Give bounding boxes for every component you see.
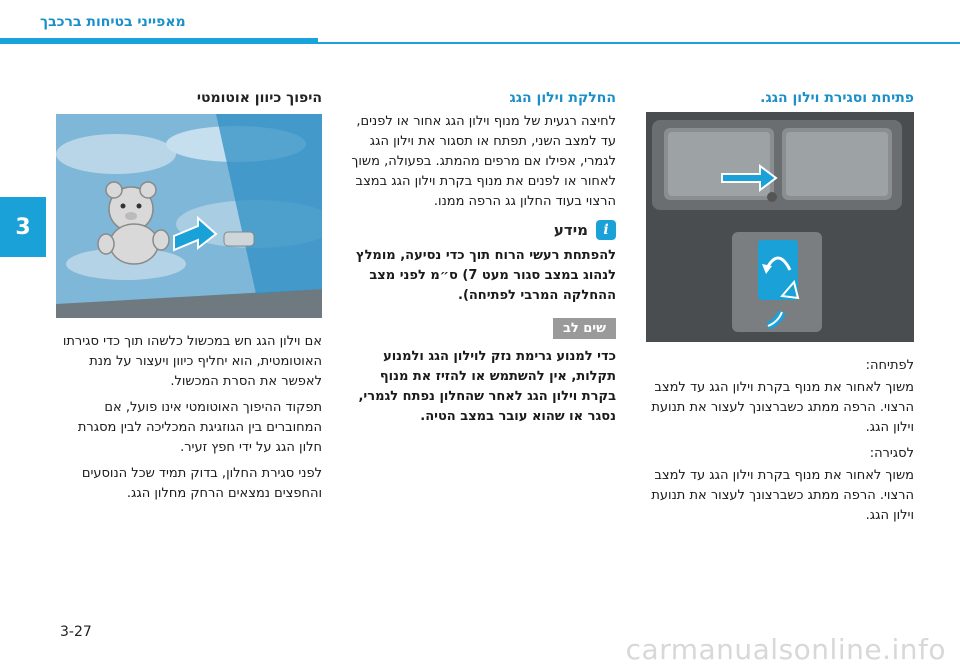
left-column <box>52 90 322 510</box>
auto-reverse-illustration <box>56 114 322 318</box>
info-text: להפתחת רעשי הרוח תוך כדי נסיעה, מומלץ לנהוג במצב סגור מעט 7) ס״מ לפני מצב ההחלקה המרבי לפתיחה). <box>355 248 616 303</box>
open-instructions: משוך לאחור את מנוף בקרת וילון הגג עד למצב הרצוי. הרפה ממתג כשברצונך לעצור את תנועת וילון הגג. <box>651 380 914 435</box>
middle-column <box>342 90 616 427</box>
auto-reverse-heading: היפוך כיוון אוטומטי <box>196 90 322 106</box>
note-badge: שים לב <box>553 318 616 339</box>
header-bar-accent <box>0 38 318 44</box>
info-icon: i <box>596 220 616 240</box>
watermark: carmanualsonline.info <box>625 633 946 666</box>
sunshade-slide-heading: החלקת וילון הגג <box>509 90 616 106</box>
close-instructions: משוך לאחור את מנוף בקרת וילון הגג עד למצב הרצוי. הרפה ממתג כשברצונך לעצור את תנועת וילון הגג. <box>651 468 914 523</box>
chapter-header-title: מאפייני בטיחות ברכבך <box>40 14 186 30</box>
sunroof-obstacle-illustration <box>56 114 322 318</box>
auto-reverse-para-2: תפקוד ההיפוך האוטומטי אינו פועל, אם המחוברים בין הגוזגיגת המכליכה לבין מסגרת חלון הגג על ידי חפץ זעיר. <box>77 400 322 455</box>
page-number: 3-27 <box>60 624 92 640</box>
open-label: לפתיחה: <box>865 358 914 373</box>
sunshade-slide-text: לחיצה רגעית של מנוף וילון הגג אחור או לפנים, עד למצב השני, תפתח או תסגור את וילון הגג לגמרי, אפילו אם מרפים מהמתג. בפעולה, משוך לאחור או לפנים את מנוף בקרת וילון הגג במצב הרצוי בעוד החלון גג הרפה ממנו. <box>351 114 616 209</box>
sunshade-open-close-heading: פתיחת וסגירת וילון הגג. <box>760 90 914 106</box>
auto-reverse-para-1: אם וילון הגג חש במכשול כלשהו תוך כדי סגירתו האוטומטית, הוא יחליף כיוון ויעצור על מנת לאפשר את הסרת המכשול. <box>62 334 322 389</box>
info-title: מידע <box>553 221 588 239</box>
note-text: כדי למנוע גרימת נזק לוילון הגג ולמנוע תקלות, אין להשתמש או להזיז את מנוף בקרת וילון הגג לאחר שהחלון נפתח לגמרי, נסגר או שהוא עובר במצב הטיה. <box>358 349 616 424</box>
close-label: לסגירה: <box>869 446 914 461</box>
info-header <box>342 220 616 240</box>
sunshade-lever-illustration <box>646 112 914 342</box>
overhead-console-illustration <box>646 112 914 342</box>
header-bar-line <box>318 42 960 44</box>
auto-reverse-para-3: לפני סגירת החלון, בדוק תמיד שכל הנוסעים והחפצים נמצאים הרחק מחלון הגג. <box>81 466 322 501</box>
chapter-tab: 3 <box>0 197 46 257</box>
right-column <box>642 90 914 532</box>
